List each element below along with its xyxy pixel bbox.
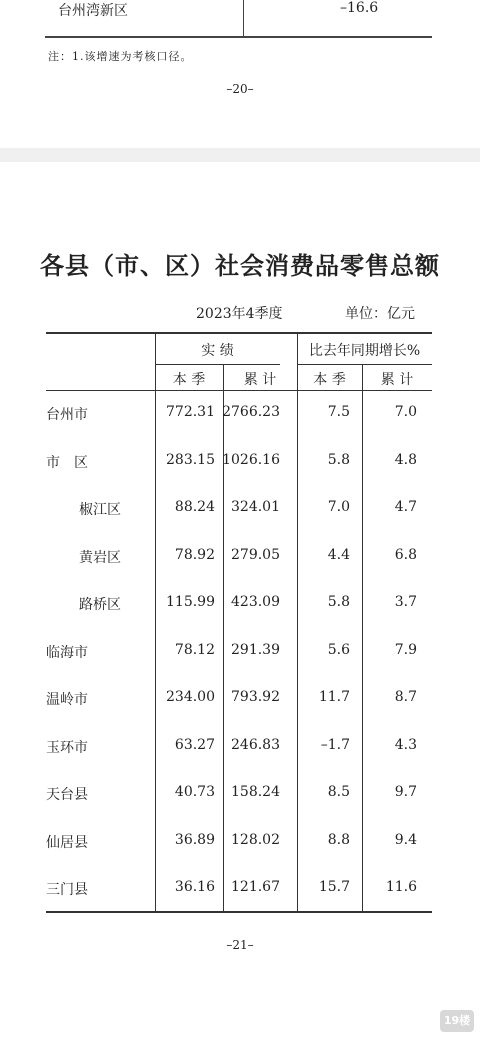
row-value-1: 121.67 [231,879,280,895]
row-value-2: –1.7 [320,736,350,753]
row-name: 台州市 [46,407,88,423]
row-value-3: 7.0 [394,404,417,420]
row-value-0: 772.31 [166,404,215,420]
row-value-0: 283.15 [166,451,215,468]
col-divider-growth [362,364,363,911]
table-title: 各县（市、区）社会消费品零售总额 [40,252,440,280]
row-value-1: 2766.23 [222,404,280,420]
row-value-1: 246.83 [231,736,280,753]
row-value-3: 4.3 [394,736,417,753]
page-number: –21– [226,938,254,952]
row-value-3: 6.8 [394,546,417,563]
row-value-3: 8.7 [394,689,417,705]
footnote: 注：1.该增速为考核口径。 [48,50,193,63]
row-value-2: 8.5 [327,784,350,800]
header-bottom-rule [46,390,432,391]
row-value-1: 423.09 [231,594,280,610]
row-name: 路桥区 [79,597,121,613]
row-value-0: 36.89 [174,831,215,848]
previous-table-last-row [0,0,432,36]
site-watermark: 19楼 [440,1010,474,1032]
row-value-0: 115.99 [166,594,215,610]
row-value-3: 4.7 [394,499,417,515]
subheader-1: 累 计 [243,372,277,388]
row-value-2: 5.8 [327,594,350,610]
row-value-1: 291.39 [231,641,280,658]
subheader-2: 本 季 [313,372,346,388]
row-value-2: 4.4 [327,546,350,563]
header-actual: 实 绩 [201,343,234,359]
row-value-0: 78.12 [174,641,215,658]
row-value-1: 793.92 [231,689,280,705]
col-divider-actual [223,364,224,911]
previous-table-divider [243,0,244,36]
row-value-0: 78.92 [174,546,215,563]
table-top-rule [46,332,432,334]
row-value-1: 128.02 [231,831,280,848]
row-value-1: 1026.16 [222,451,280,468]
row-value-3: 7.9 [394,641,417,658]
subheader-3: 累 计 [380,372,414,388]
row-value-3: 9.7 [394,784,417,800]
row-value-2: 5.6 [327,641,350,658]
row-name: 三门县 [46,882,88,898]
row-value-3: 4.8 [394,451,417,468]
previous-row-name: 台州湾新区 [58,3,128,19]
row-value-0: 88.24 [174,499,215,515]
row-value-1: 158.24 [231,784,280,800]
row-value-3: 11.6 [385,879,417,895]
row-value-2: 15.7 [318,879,350,895]
row-value-3: 9.4 [394,831,417,848]
row-value-1: 279.05 [231,546,280,563]
row-value-3: 3.7 [394,594,417,610]
row-name: 市 区 [46,454,88,471]
row-name: 黄岩区 [79,549,121,566]
previous-page [0,0,480,148]
period-label: 2023年4季度 [196,306,283,322]
previous-table-bottom-rule [45,36,432,38]
header-mid-rule-actual [155,364,280,365]
row-value-1: 324.01 [231,499,280,515]
row-name: 玉环市 [46,739,88,756]
row-name: 天台县 [46,787,88,803]
row-name: 椒江区 [79,502,121,518]
row-value-2: 7.5 [327,404,350,420]
header-mid-rule-growth [297,364,432,365]
row-value-2: 5.8 [327,451,350,468]
unit-label: 单位：亿元 [345,306,415,322]
row-value-2: 7.0 [327,499,350,515]
previous-page-number: –20– [226,82,254,96]
row-value-0: 40.73 [174,784,215,800]
row-name: 临海市 [46,644,88,661]
table-bottom-rule [46,911,432,913]
row-value-0: 234.00 [166,689,215,705]
row-value-2: 8.8 [327,831,350,848]
row-value-0: 36.16 [174,879,215,895]
previous-row-value: –16.6 [340,0,379,16]
subheader-0: 本 季 [172,372,206,388]
row-name: 仙居县 [46,834,88,851]
row-name: 温岭市 [46,692,88,708]
page-gap [0,148,480,162]
row-value-0: 63.27 [174,736,215,753]
header-growth: 比去年同期增长% [308,343,421,359]
current-page [0,162,480,1040]
row-value-2: 11.7 [318,689,350,705]
